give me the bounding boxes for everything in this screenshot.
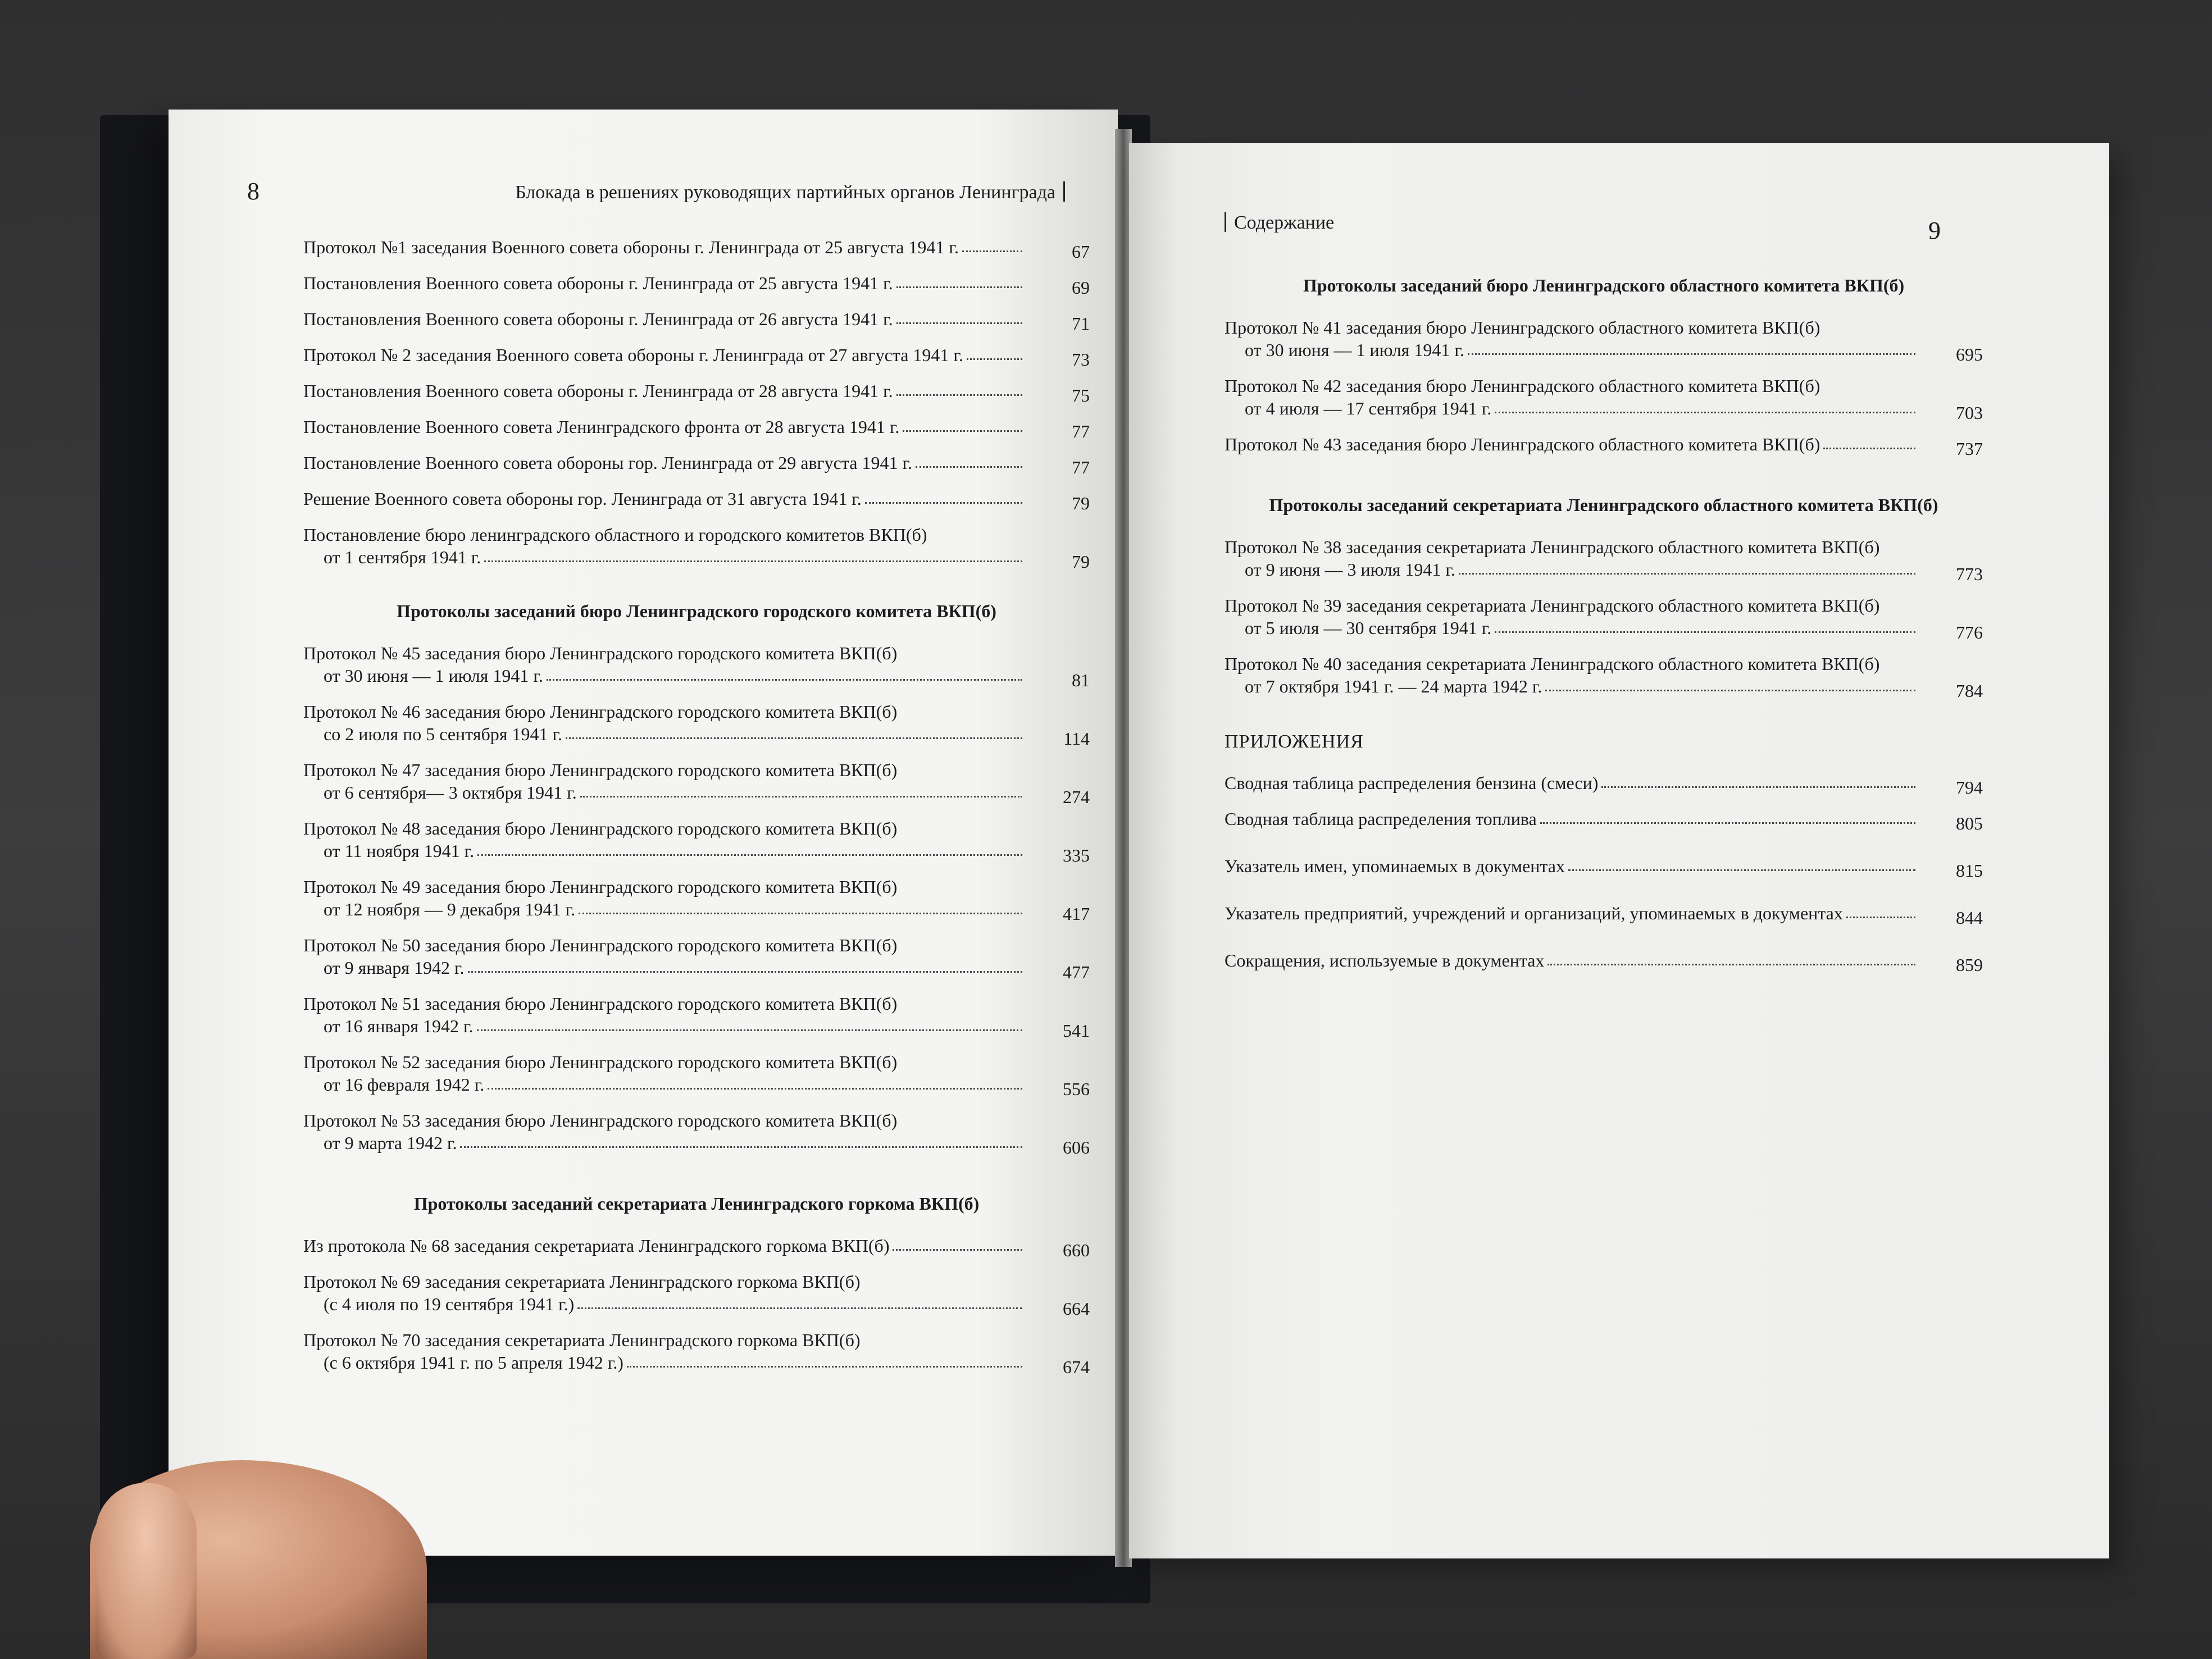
toc-group-city-secretariat: [303, 1234, 1090, 1377]
toc-right: [1225, 270, 1983, 985]
toc-entry-title: Протокол № 52 заседания бюро Ленинградского городского комитета ВКП(б): [303, 1052, 898, 1072]
toc-entry: [303, 1270, 1090, 1319]
toc-page-number: 805: [1956, 813, 1983, 833]
dot-leader: [962, 250, 1022, 252]
page-number: 8: [247, 177, 260, 205]
toc-page-number: 114: [1063, 728, 1090, 749]
reader-thumb: [95, 1483, 197, 1659]
toc-entry: [1225, 808, 1983, 833]
toc-page-number: 73: [1072, 349, 1090, 370]
toc-entry-title: Из протокола № 68 заседания секретариата Ленинградского горкома ВКП(б): [303, 1236, 890, 1256]
toc-entry: [303, 1109, 1090, 1157]
toc-page-number: 859: [1956, 955, 1983, 975]
dot-leader: [477, 854, 1022, 856]
toc-page-number: 67: [1072, 241, 1090, 262]
dot-leader: [547, 679, 1022, 681]
toc-entry: [303, 817, 1090, 865]
toc-entry-title: Протокол № 42 заседания бюро Ленинградского областного комитета ВКП(б): [1225, 376, 1820, 396]
dot-leader: [1540, 822, 1915, 824]
toc-entry: [303, 992, 1090, 1041]
left-page: [169, 110, 1118, 1556]
toc-entry-title: Протокол № 43 заседания бюро Ленинградского областного комитета ВКП(б): [1225, 434, 1820, 454]
dot-leader: [1846, 917, 1915, 918]
toc-entry-title: Постановления Военного совета обороны г. Ленинграда от 26 августа 1941 г.: [303, 309, 893, 329]
toc-entry-title: Протокол № 51 заседания бюро Ленинградского городского комитета ВКП(б): [303, 993, 898, 1014]
toc-entry-subtitle: от 11 ноября 1941 г.: [324, 841, 475, 861]
toc-entry-subtitle: от 16 февраля 1942 г.: [324, 1074, 485, 1095]
toc-page-number: 703: [1956, 403, 1983, 423]
toc-page-number: 71: [1072, 313, 1090, 334]
toc-page-number: 79: [1072, 552, 1090, 572]
dot-leader: [967, 358, 1022, 360]
toc-entry: [303, 523, 1090, 572]
dot-leader: [916, 466, 1022, 468]
toc-entry-subtitle: (с 6 октября 1941 г. по 5 апреля 1942 г.): [324, 1352, 623, 1373]
toc-entry-subtitle: от 5 июля — 30 сентября 1941 г.: [1245, 618, 1492, 638]
toc-page-number: 81: [1072, 670, 1090, 690]
toc-page-number: 541: [1063, 1020, 1090, 1041]
page-number: 9: [1928, 217, 1941, 244]
toc-entry-subtitle: от 1 сентября 1941 г.: [324, 547, 481, 567]
toc-page-number: 664: [1063, 1298, 1090, 1319]
toc-group-intro: [303, 236, 1090, 572]
toc-left: [303, 236, 1090, 1387]
toc-entry-subtitle: от 7 октября 1941 г. — 24 марта 1942 г.: [1245, 676, 1542, 696]
dot-leader: [1545, 690, 1915, 691]
dot-leader: [1495, 631, 1915, 633]
toc-group-city-bureau: [303, 642, 1090, 1157]
section-title: Протоколы заседаний секретариата Ленинградского областного комитета ВКП(б): [1269, 495, 1938, 515]
toc-entry-title: Постановления Военного совета обороны г. Ленинграда от 28 августа 1941 г.: [303, 381, 893, 401]
toc-entry: [303, 344, 1090, 370]
dot-leader: [865, 502, 1022, 504]
toc-entry-title: Постановление Военного совета обороны гор. Ленинграда от 29 августа 1941 г.: [303, 453, 912, 473]
toc-group-region-bureau: [1225, 316, 1983, 459]
toc-entry: [303, 1329, 1090, 1377]
toc-entry-subtitle: от 9 марта 1942 г.: [324, 1133, 457, 1153]
dot-leader: [1548, 964, 1915, 965]
right-page: [1129, 143, 2109, 1558]
dot-leader: [903, 430, 1022, 432]
toc-entry: [303, 1234, 1090, 1260]
toc-entry-title: Протокол №1 заседания Военного совета обороны г. Ленинграда от 25 августа 1941 г.: [303, 237, 959, 257]
dot-leader: [1823, 448, 1915, 449]
toc-entry: [1225, 536, 1983, 584]
toc-entry: [303, 487, 1090, 513]
toc-group-appendices: [1225, 772, 1983, 975]
toc-entry: [303, 876, 1090, 924]
toc-entry: [303, 759, 1090, 807]
toc-entry-title: Протокол № 49 заседания бюро Ленинградского городского комитета ВКП(б): [303, 877, 898, 897]
toc-entry-title: Протокол № 45 заседания бюро Ленинградского городского комитета ВКП(б): [303, 643, 898, 663]
toc-page-number: 773: [1956, 564, 1983, 584]
running-head-text: Блокада в решениях руководящих партийных органов Ленинграда: [515, 182, 1055, 203]
dot-leader: [484, 560, 1022, 562]
toc-entry: [1225, 316, 1983, 364]
dot-leader: [566, 737, 1022, 739]
toc-page-number: 660: [1063, 1240, 1090, 1260]
toc-entry-title: Протокол № 40 заседания секретариата Ленинградского областного комитета ВКП(б): [1225, 654, 1880, 674]
dot-leader: [580, 796, 1022, 797]
toc-page-number: 69: [1072, 277, 1090, 298]
toc-entry: [303, 416, 1090, 441]
toc-entry: [303, 452, 1090, 477]
toc-entry: [1225, 433, 1983, 459]
toc-page-number: 784: [1956, 681, 1983, 701]
toc-entry-title: Постановление бюро ленинградского областного и городского комитетов ВКП(б): [303, 525, 927, 545]
dot-leader: [896, 394, 1022, 396]
toc-entry-subtitle: от 9 января 1942 г.: [324, 958, 465, 978]
toc-entry: [303, 1051, 1090, 1099]
section-title: Протоколы заседаний секретариата Ленинградского горкома ВКП(б): [413, 1193, 980, 1214]
toc-page-number: 77: [1072, 457, 1090, 477]
toc-page-number: 695: [1956, 344, 1983, 364]
toc-page-number: 556: [1063, 1079, 1090, 1099]
dot-leader: [468, 971, 1022, 973]
toc-entry: [303, 380, 1090, 405]
toc-page-number: 335: [1063, 845, 1090, 865]
appendix-title: ПРИЛОЖЕНИЯ: [1225, 731, 1364, 752]
toc-entry-title: Постановления Военного совета обороны г. Ленинграда от 25 августа 1941 г.: [303, 273, 893, 293]
toc-page-number: 77: [1072, 421, 1090, 441]
dot-leader: [1468, 353, 1915, 355]
dot-leader: [577, 1307, 1022, 1309]
toc-entry: [1225, 653, 1983, 701]
toc-entry: [303, 308, 1090, 334]
toc-entry-subtitle: от 12 ноября — 9 декабря 1941 г.: [324, 899, 576, 919]
toc-entry-subtitle: со 2 июля по 5 сентября 1941 г.: [324, 724, 562, 744]
section-title: Протоколы заседаний бюро Ленинградского городского комитета ВКП(б): [397, 601, 996, 621]
toc-entry-subtitle: от 30 июня — 1 июля 1941 г.: [324, 666, 543, 686]
dot-leader: [893, 1249, 1022, 1251]
toc-entry: [303, 934, 1090, 982]
toc-group-region-secretariat: [1225, 536, 1983, 701]
dot-leader: [579, 913, 1022, 914]
divider: [1225, 212, 1226, 232]
dot-leader: [460, 1146, 1022, 1148]
toc-page-number: 477: [1063, 962, 1090, 982]
toc-entry: [303, 700, 1090, 749]
dot-leader: [1459, 573, 1915, 575]
toc-entry-title: Постановление Военного совета Ленинградского фронта от 28 августа 1941 г.: [303, 417, 900, 437]
toc-entry-subtitle: от 30 июня — 1 июля 1941 г.: [1245, 340, 1464, 360]
toc-entry-title: Сокращения, используемые в документах: [1225, 950, 1545, 970]
running-head: [1225, 212, 1334, 234]
toc-entry-subtitle: от 9 июня — 3 июля 1941 г.: [1245, 559, 1455, 580]
toc-entry-title: Протокол № 2 заседания Военного совета обороны г. Ленинграда от 27 августа 1941 г.: [303, 345, 963, 365]
dot-leader: [896, 286, 1022, 288]
toc-entry-subtitle: от 4 июля — 17 сентября 1941 г.: [1245, 398, 1492, 418]
toc-entry-title: Решение Военного совета обороны гор. Ленинграда от 31 августа 1941 г.: [303, 489, 862, 509]
toc-entry: [1225, 375, 1983, 423]
toc-page-number: 75: [1072, 385, 1090, 405]
toc-entry-subtitle: от 16 января 1942 г.: [324, 1016, 474, 1036]
running-head-text: Содержание: [1234, 212, 1335, 233]
toc-page-number: 674: [1063, 1357, 1090, 1377]
toc-page-number: 815: [1956, 860, 1983, 881]
toc-entry: [1225, 772, 1983, 797]
toc-entry-title: Протокол № 41 заседания бюро Ленинградского областного комитета ВКП(б): [1225, 317, 1820, 338]
dot-leader: [1601, 786, 1915, 788]
dot-leader: [1495, 412, 1915, 413]
toc-page-number: 79: [1072, 493, 1090, 513]
toc-entry: [1225, 594, 1983, 642]
section-title: Протоколы заседаний бюро Ленинградского областного комитета ВКП(б): [1303, 275, 1905, 295]
toc-entry-subtitle: (с 4 июля по 19 сентября 1941 г.): [324, 1294, 575, 1314]
divider: [1063, 181, 1065, 202]
toc-entry: [1225, 902, 1983, 928]
toc-entry-title: Указатель имен, упоминаемых в документах: [1225, 856, 1565, 876]
toc-page-number: 794: [1956, 777, 1983, 797]
dot-leader: [896, 322, 1022, 324]
toc-entry: [1225, 855, 1983, 881]
dot-leader: [477, 1029, 1022, 1031]
toc-entry-title: Протокол № 38 заседания секретариата Ленинградского областного комитета ВКП(б): [1225, 537, 1880, 557]
toc-page-number: 737: [1956, 439, 1983, 459]
toc-entry-title: Протокол № 46 заседания бюро Ленинградского городского комитета ВКП(б): [303, 701, 898, 722]
toc-page-number: 844: [1956, 908, 1983, 928]
toc-entry-title: Протокол № 50 заседания бюро Ленинградского городского комитета ВКП(б): [303, 935, 898, 955]
toc-entry: [303, 642, 1090, 690]
toc-entry-title: Протокол № 53 заседания бюро Ленинградского городского комитета ВКП(б): [303, 1110, 898, 1131]
toc-entry-title: Сводная таблица распределения топлива: [1225, 809, 1537, 829]
toc-page-number: 776: [1956, 622, 1983, 642]
running-head: [515, 181, 1073, 203]
toc-entry-subtitle: от 6 сентября— 3 октября 1941 г.: [324, 782, 577, 803]
toc-page-number: 606: [1063, 1137, 1090, 1157]
dot-leader: [627, 1366, 1022, 1368]
toc-entry-title: Указатель предприятий, учреждений и организаций, упоминаемых в документах: [1225, 903, 1843, 923]
dot-leader: [1568, 869, 1915, 871]
toc-entry-title: Протокол № 70 заседания секретариата Ленинградского горкома ВКП(б): [303, 1330, 861, 1350]
dot-leader: [488, 1088, 1022, 1090]
toc-page-number: 417: [1063, 904, 1090, 924]
toc-entry-title: Сводная таблица распределения бензина (смеси): [1225, 773, 1599, 793]
toc-entry: [303, 272, 1090, 298]
toc-entry-title: Протокол № 47 заседания бюро Ленинградского городского комитета ВКП(б): [303, 760, 898, 780]
toc-entry: [1225, 949, 1983, 975]
toc-entry-title: Протокол № 39 заседания секретариата Ленинградского областного комитета ВКП(б): [1225, 595, 1880, 616]
toc-page-number: 274: [1063, 787, 1090, 807]
toc-entry: [303, 236, 1090, 262]
toc-entry-title: Протокол № 69 заседания секретариата Ленинградского горкома ВКП(б): [303, 1271, 861, 1292]
toc-entry-title: Протокол № 48 заседания бюро Ленинградского городского комитета ВКП(б): [303, 818, 898, 838]
